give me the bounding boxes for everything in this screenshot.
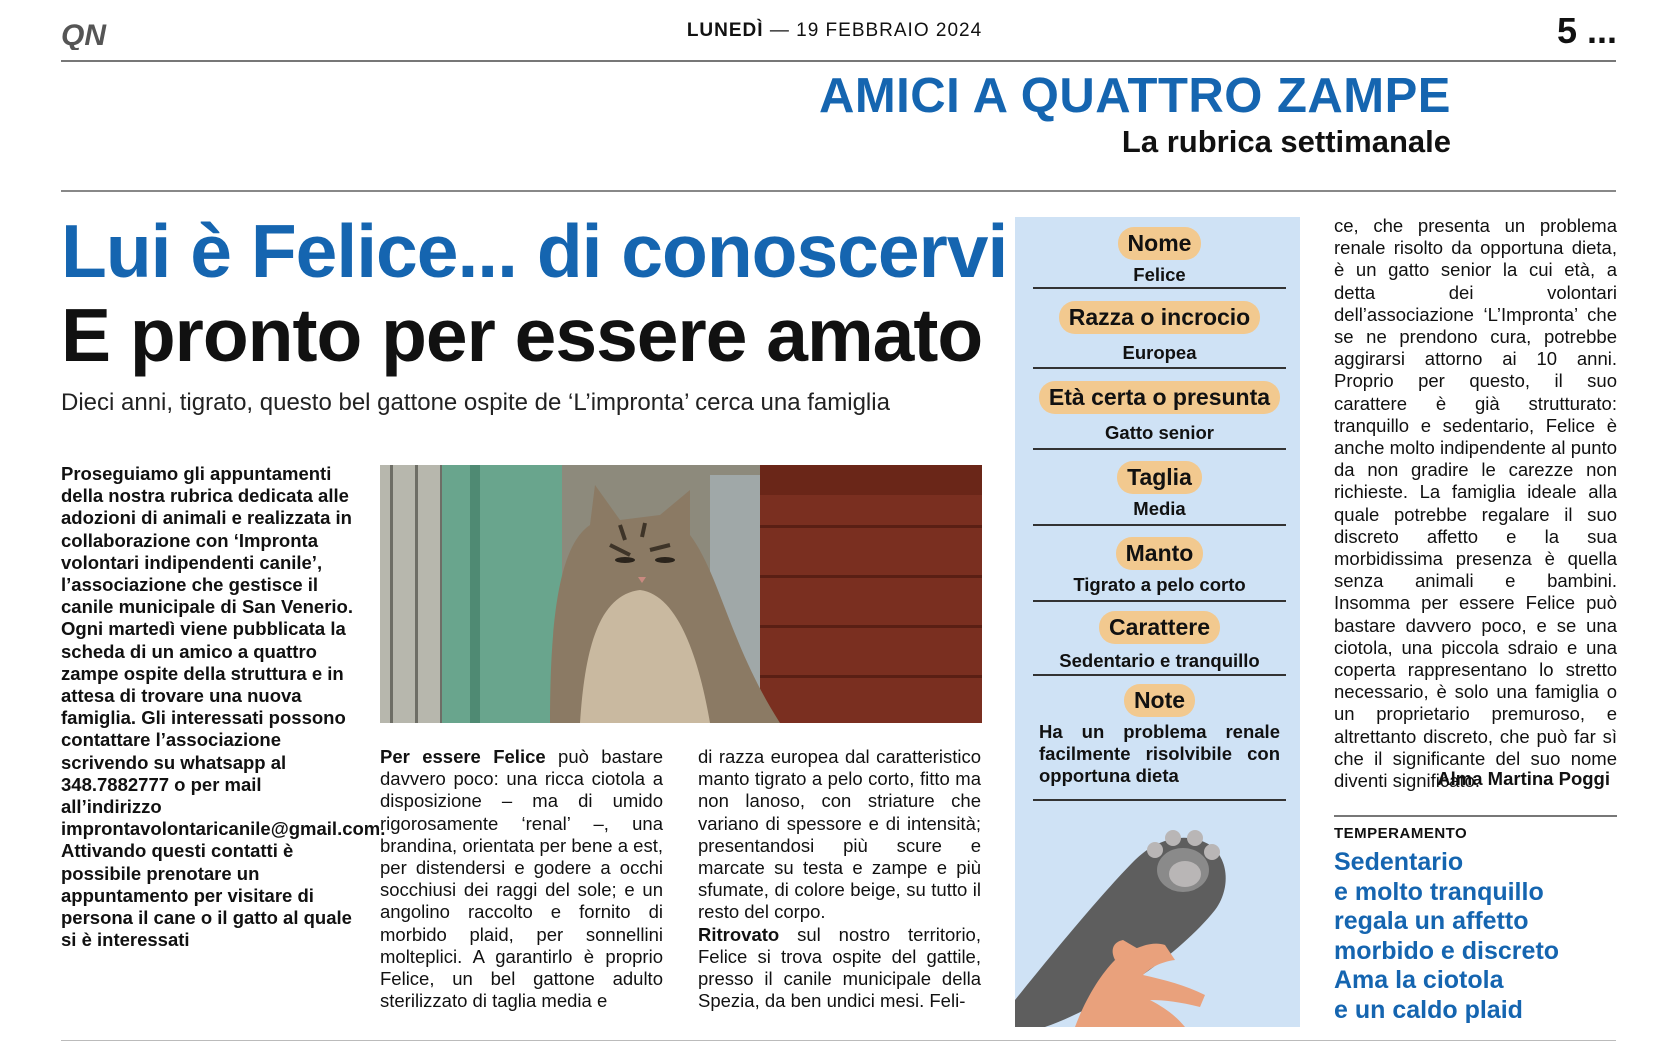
section-title: AMICI A QUATTRO ZAMPE [818,69,1451,123]
headline-secondary: E pronto per essere amato [61,293,983,377]
col2-text: può bastare davvero poco: una ricca ciotola a disposizione – ma di umido rigorosamente ‘renal’ –, una brandina, orientata per bene a est, per distendersi e godere a occhi socchiusi dei raggi del sole; e un angolino raccolto e fornito di morbido plaid, per sonnellini molteplici. A garantirlo è proprio Felice, un bel gattone adulto sterilizzato di taglia media e [380,746,663,1012]
info-divider [1033,524,1286,526]
paw-hand-illustration [1015,810,1300,1027]
temperament-line: regala un affetto [1334,907,1529,935]
info-divider [1033,287,1286,289]
info-value: Sedentario e tranquillo [1059,650,1260,671]
info-divider [1033,674,1286,676]
body-column-4: ce, che presenta un problema renale risolto da opportuna dieta, è un gatto senior la cui età, a detta dei volontari dell’associazione ‘L’Impronta’ che se ne prendono cura, potrebbe aggirarsi attorno ai 10 anni. Proprio per questo, il suo carattere è già strutturato: tranquillo e sedentario, Felice è anche molto indipendente al punto da non gradire le carezze non richieste. La famiglia ideale alla quale potrebbe regalare il suo discreto affetto e la sua morbidissima presenza è quella senza animali e bambini. Insomma per essere Felice può bastare davvero poco, e se una ciotola, una piccola sdraio e una coperta rappresentano lo stretto necessario, è solo una famiglia o un proprietario premuroso, e altrettanto discreto, che può far sì che il significante del suo nome diventi significato. [1334,215,1617,792]
info-label: Note [1124,684,1195,717]
temperament-line: e un caldo plaid [1334,995,1523,1024]
col2-lead: Per essere Felice [380,746,546,767]
header-rule [61,60,1616,62]
info-divider [1033,600,1286,602]
info-item-carattere [1033,611,1286,672]
info-value: Gatto senior [1105,422,1214,443]
intro-column: Proseguiamo gli appuntamenti della nostra rubrica dedicata alle adozioni di animali e realizzata in collaborazione con ‘Impronta volontari indipendenti canile’, l’associazione che gestisce il canile municipale di San Venerio. Ogni martedì viene pubblicata la scheda di un amico a quattro zampe ospite della struttura e in attesa di trovare una nuova famiglia. Gli interessati possono contattare l’associazione scrivendo su whatsapp al 348.7882777 o per mail all’indirizzo improntavolontaricanile@gmail.com. Attivando questi contatti è possibile prenotare un appuntamento per visitare di persona il cane o il gatto al quale si è interessati [61,463,386,951]
logo-text: QN [61,19,106,50]
headline-primary: Lui è Felice... di conoscervi [61,209,1008,293]
info-label: Carattere [1099,611,1220,644]
info-divider [1033,448,1286,450]
info-label: Taglia [1117,461,1202,494]
temperament-line: e molto tranquillo [1334,877,1544,906]
weekday: LUNEDÌ [686,20,764,41]
info-divider [1033,367,1286,369]
author-byline: Alma Martina Poggi [1437,768,1610,789]
info-divider [1033,799,1286,801]
info-item-razza [1033,301,1286,364]
section-subtitle: La rubrica settimanale [1121,124,1451,159]
issue-date: 19 FEBBRAIO 2024 [796,20,983,41]
info-value: Tigrato a pelo corto [1073,574,1246,595]
temperament-label: TEMPERAMENTO [1334,825,1468,842]
temperament-text [1334,848,1624,1025]
col3-text-b: sul nostro territorio, Felice si trova ospite del gattile, presso il canile municipale della Spezia, da ben undici mesi. Feli- [698,923,981,1012]
info-item-nome [1033,227,1286,286]
info-label: Età certa o presunta [1039,381,1280,414]
temperament-line: Ama la ciotola [1334,966,1504,994]
body-column-2 [380,746,663,1012]
page-number: 5 ... [1556,10,1617,51]
footer-rule [61,1040,1616,1041]
date-line [0,20,1669,42]
info-item-note [1033,684,1286,787]
temperament-line: Sedentario [1334,848,1464,876]
info-value: Europea [1122,342,1197,363]
info-label: Manto [1116,537,1204,570]
info-item-eta [1033,381,1286,444]
info-value: Media [1133,498,1186,519]
info-label: Razza o incrocio [1059,301,1260,334]
section-rule [61,190,1616,192]
temperament-line: morbido e discreto [1334,936,1560,965]
info-value: Ha un problema renale facilmente risolvibile con opportuna dieta [1039,721,1280,786]
col3-lead: Ritrovato [698,923,780,945]
temperament-rule [1334,815,1617,817]
info-value: Felice [1133,264,1186,285]
article-deck: Dieci anni, tigrato, questo bel gattone ospite de ‘L’impronta’ cerca una famiglia [61,389,890,416]
col3-text-a: di razza europea dal caratteristico manto tigrato a pelo corto, fitto ma non lanoso, con striature che variano di spessore e di intensità; presentandosi più scure e marcate su testa e zampe e più sfumate, di colore beige, su tutto il resto del corpo. [698,746,981,923]
info-item-manto [1033,537,1286,596]
date-separator: — [763,20,797,41]
cat-photo [380,465,982,723]
info-label: Nome [1118,227,1202,260]
body-column-3 [698,746,981,1012]
info-item-taglia [1033,461,1286,520]
